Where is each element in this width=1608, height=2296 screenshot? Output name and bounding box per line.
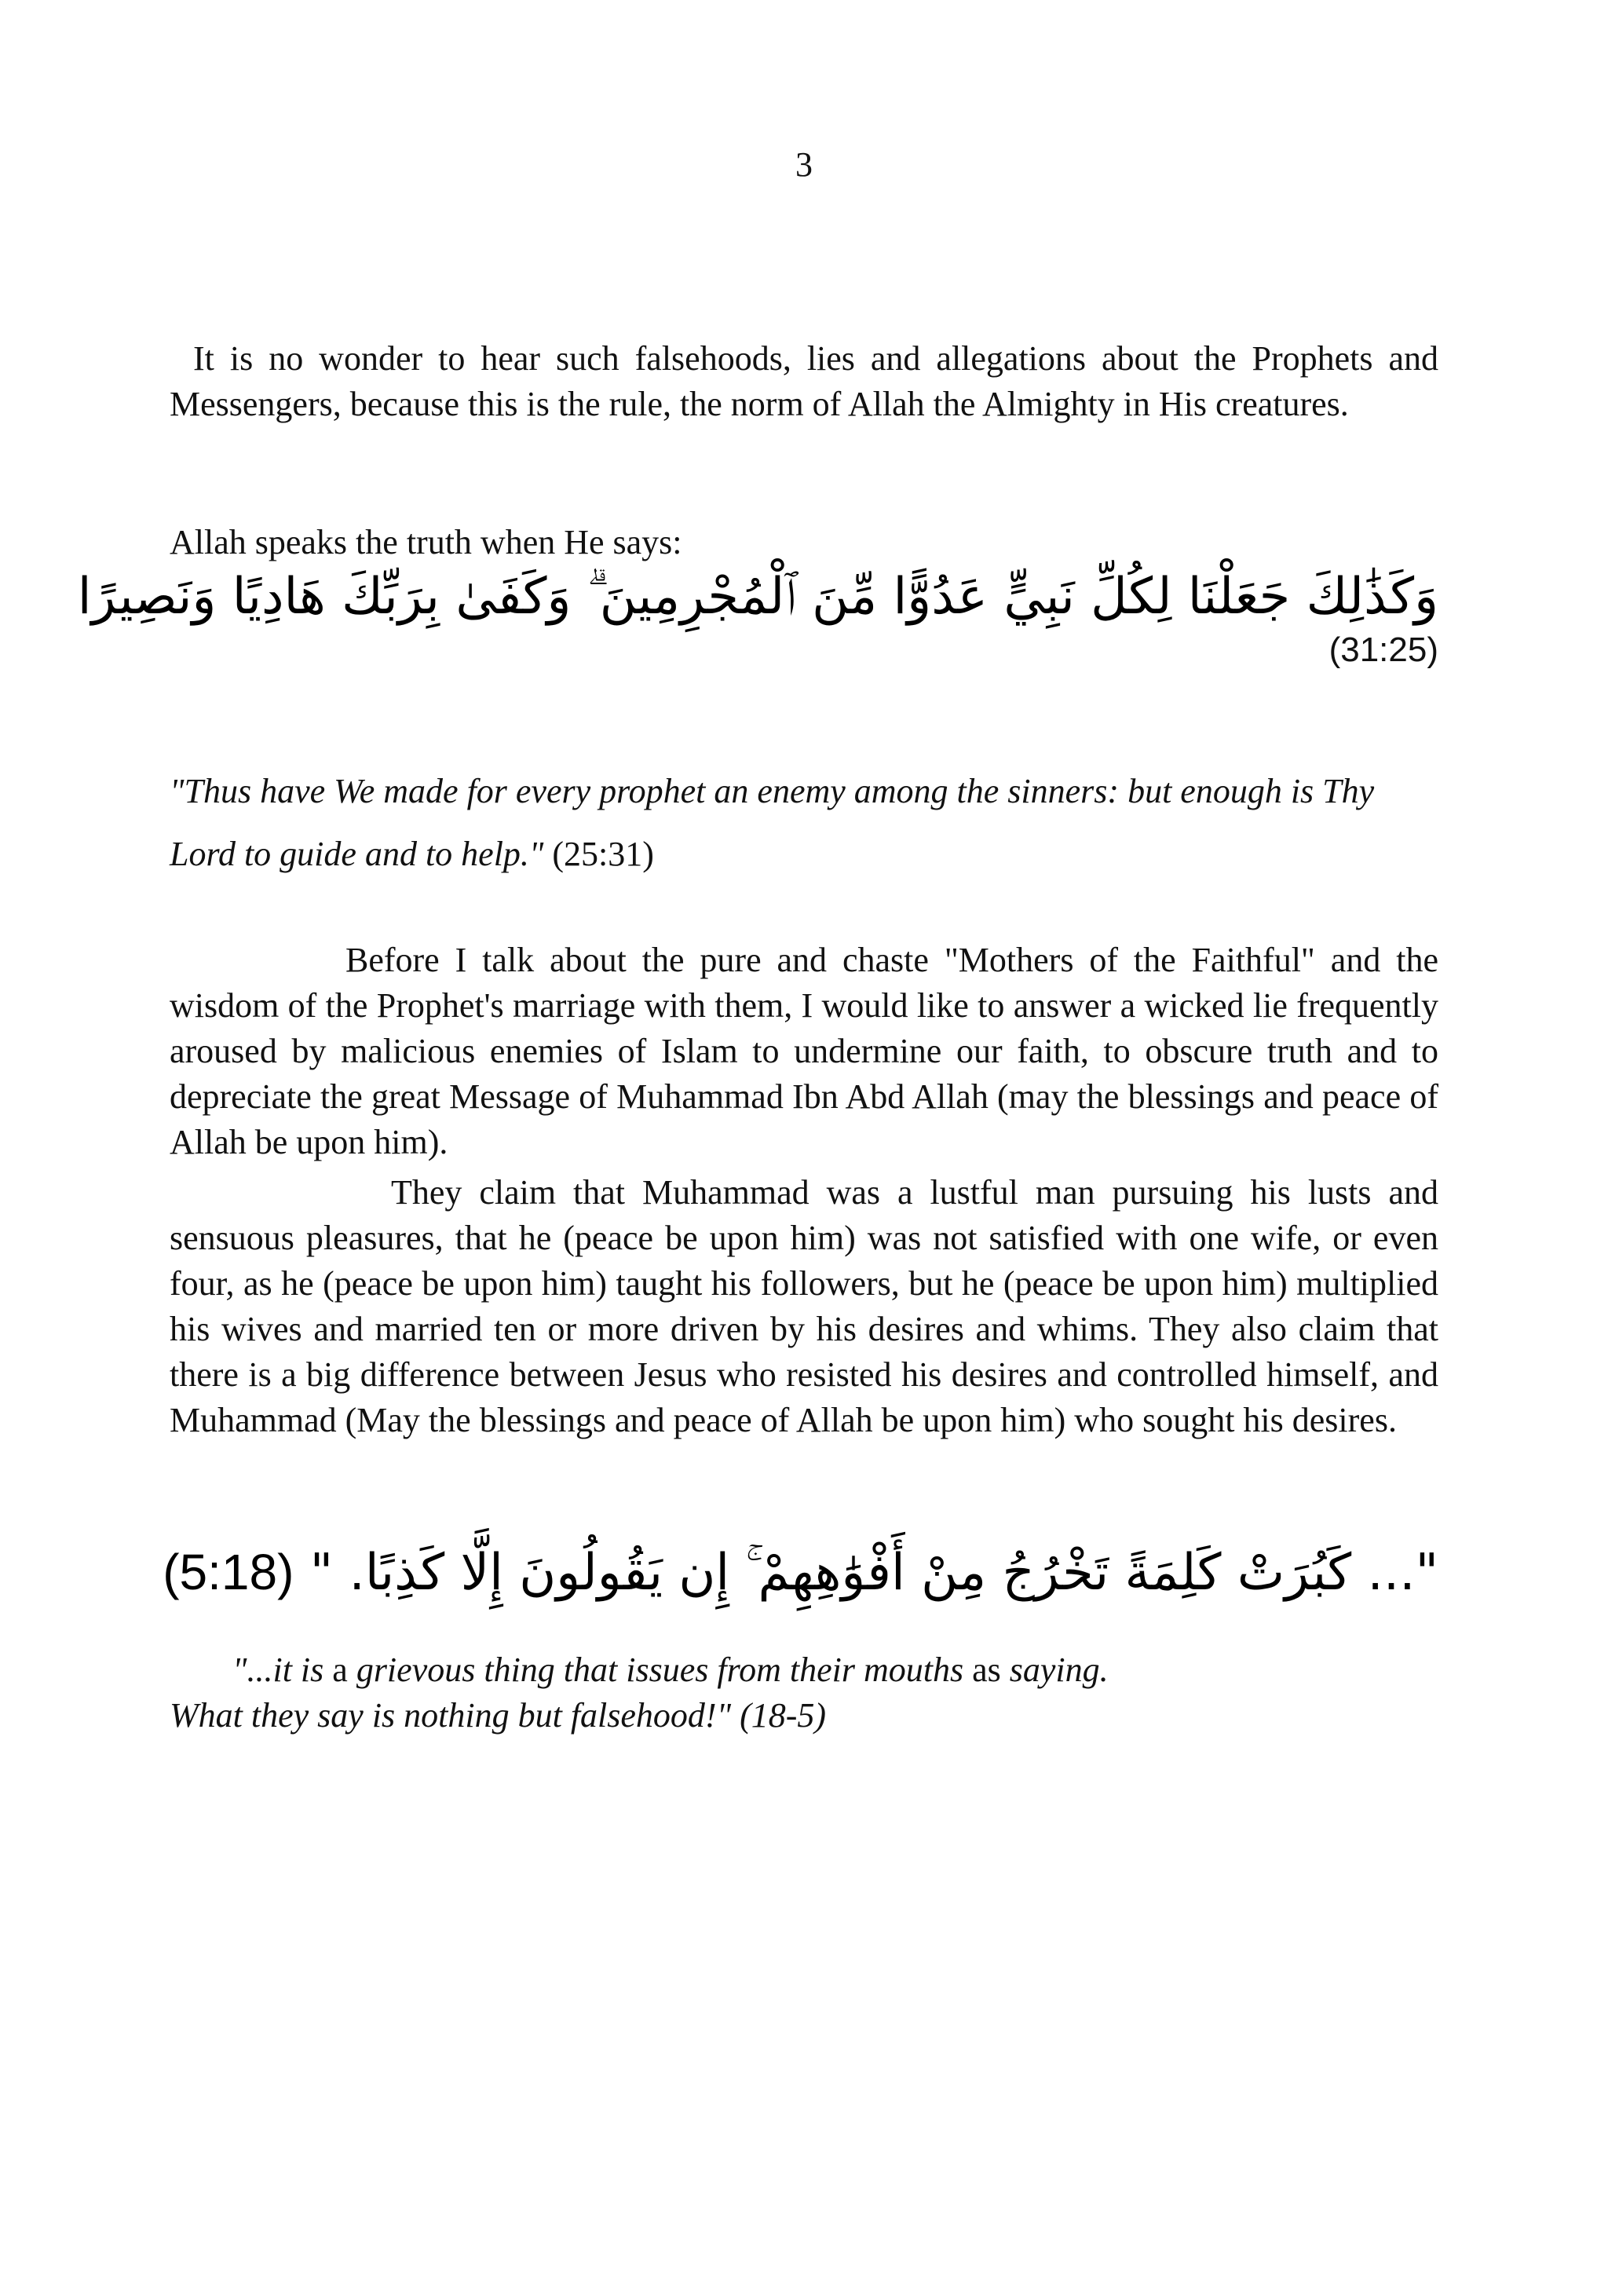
verse-2-arabic-text: كَبُرَتْ كَلِمَةً تَخْرُجُ مِنْ أَفْوَٰهِهِمْ ۚ إِن يَقُولُونَ إِلَّا كَذِبًا. — [349, 1544, 1352, 1602]
verse-2-translation-line-2: What they say is nothing but falsehood!" (18-5) — [170, 1696, 827, 1735]
verse-2-translation — [170, 1647, 1438, 1738]
verse-2-translation-line-1 — [170, 1647, 1438, 1693]
verse-1-reference: (31:25) — [1328, 631, 1438, 669]
translation-open: "... — [232, 1651, 273, 1689]
verse-2-reference: (5:18) — [163, 1544, 294, 1600]
paragraph-norm-of-allah: It is no wonder to hear such falsehoods, lies and allegations about the Prophets and Messengers, because this is the rule, the norm of Allah the Almighty in His creatures. — [170, 339, 1438, 423]
verse-1-translation-text: "Thus have We made for every prophet an enemy among the sinners: but enough is Thy Lord to guide and to help." — [170, 772, 1375, 873]
verse-1-translation-reference: (25:31) — [552, 835, 654, 873]
translation-it-is: it is — [272, 1651, 324, 1689]
arabic-verse-2 — [163, 1539, 1438, 1606]
verse-intro: Allah speaks the truth when He says: — [170, 523, 682, 561]
translation-saying: saying. — [1009, 1651, 1109, 1689]
page-number: 3 — [795, 145, 813, 184]
paragraph-mothers-of-faithful: Before I talk about the pure and chaste "Mothers of the Faithful" and the wisdom of the Prophet's marriage with them, I would like to answer a wicked lie frequently aroused by malicious enemies of Islam to undermine our faith, to obscure truth and to depreciate the great Message of Muhammad Ibn Abd Allah (may the blessings and peace of Allah be upon him). — [170, 941, 1438, 1161]
verse-2-close-quote: " — [309, 1544, 334, 1602]
translation-a: a — [332, 1651, 348, 1689]
translation-as: as — [972, 1651, 1001, 1689]
arabic-verse-1: وَكَذَٰلِكَ جَعَلْنَا لِكُلِّ نَبِيٍّ عَدُوًّا مِّنَ ٱلْمُجْرِمِينَ ۗ وَكَفَىٰ بِرَبِّكَ هَادِيًا وَنَصِيرًا — [77, 568, 1438, 626]
verse-1-translation — [170, 760, 1438, 886]
paragraph-claims: They claim that Muhammad was a lustful man pursuing his lusts and sensuous pleasures, that he (peace be upon him) was not satisfied with one wife, or even four, as he (peace be upon him) taught his followers, but he (peace be upon him) multiplied his wives and married ten or more driven by his desires and whims. They also claim that there is a big difference between Jesus who resisted his desires and controlled himself, and Muhammad (May the blessings and peace of Allah be upon him) who sought his desires. — [170, 1173, 1438, 1439]
verse-2-open-quote: "... — [1367, 1544, 1438, 1602]
translation-grievous: grievous thing that issues from their mouths — [356, 1651, 964, 1689]
